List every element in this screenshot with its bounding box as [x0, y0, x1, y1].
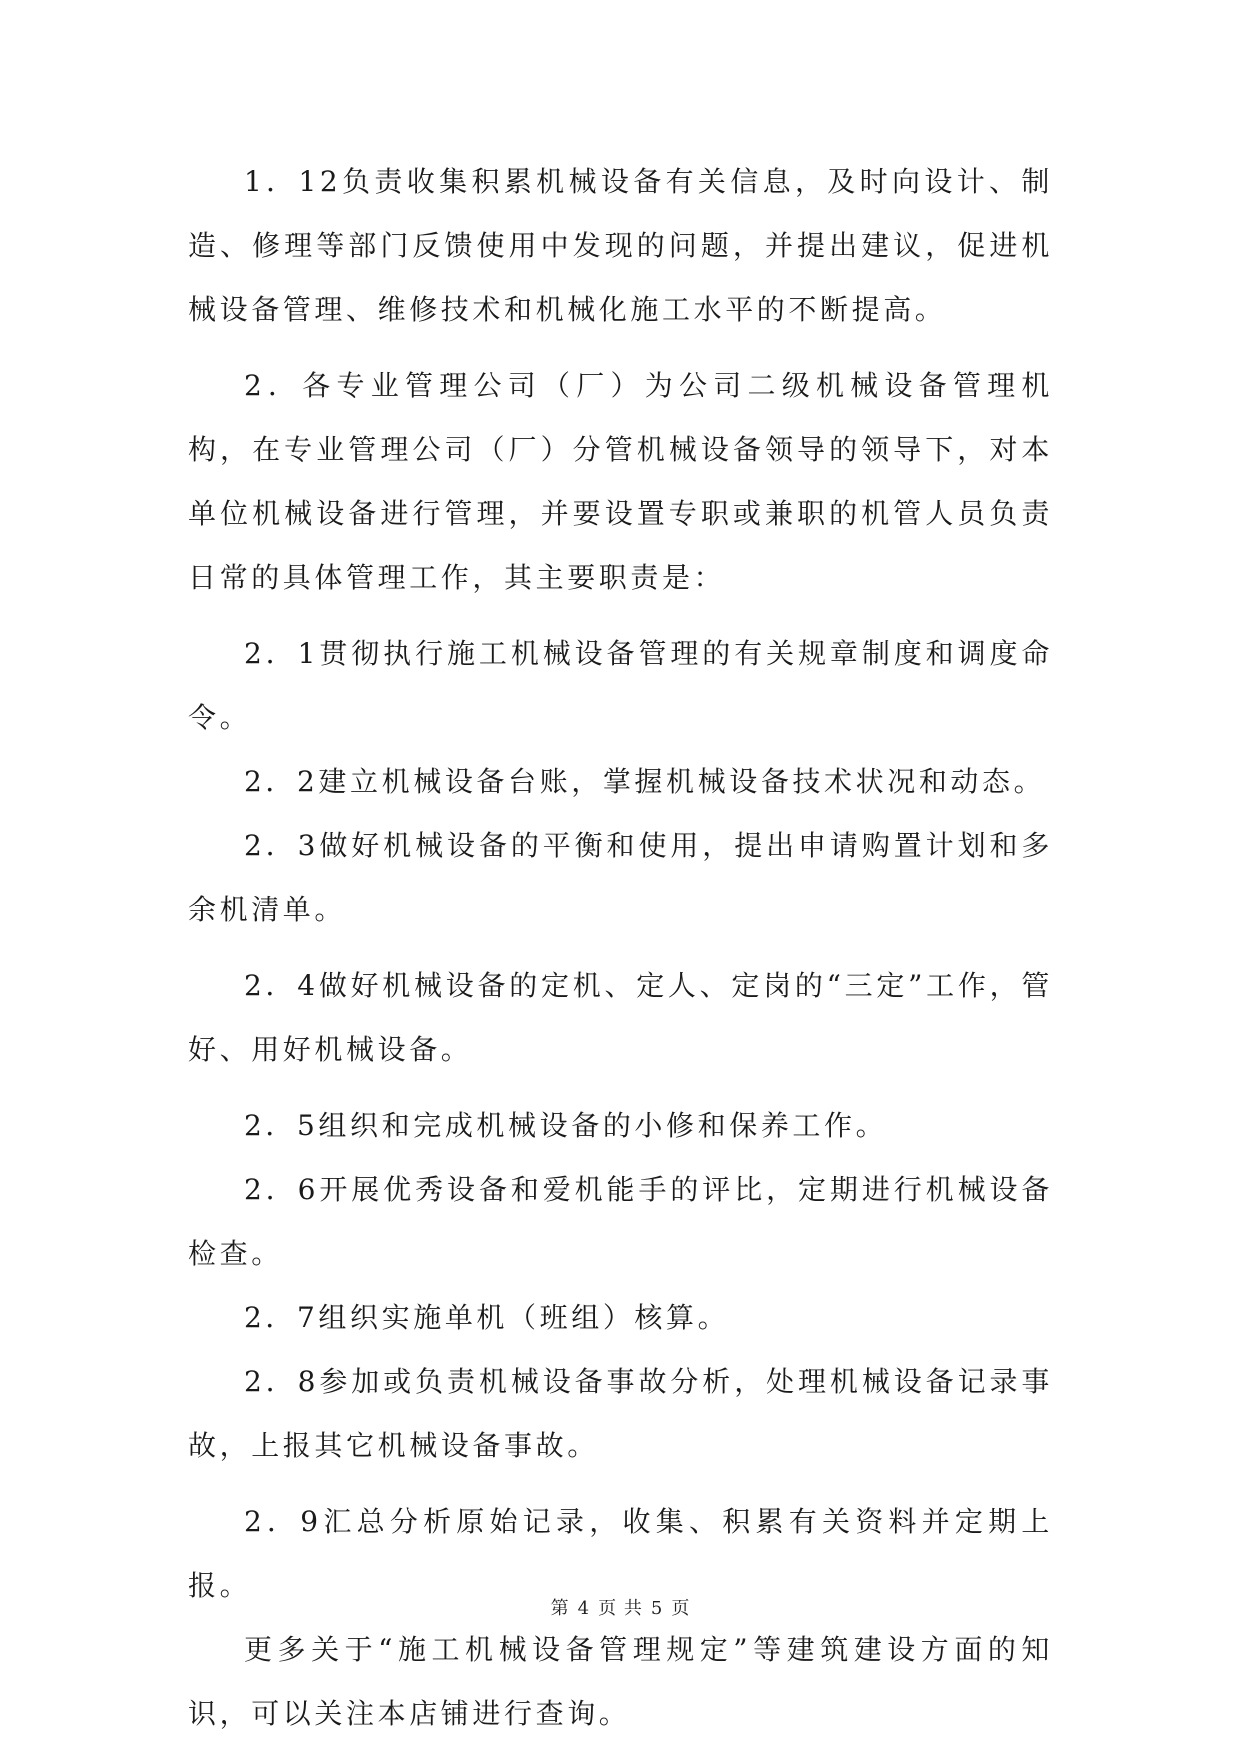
paragraph-2-2: 2．2建立机械设备台账，掌握机械设备技术状况和动态。 — [244, 765, 1046, 798]
footer-total-pages: 5 — [650, 1598, 664, 1619]
paragraph-closing: 更多关于“施工机械设备管理规定”等建筑建设方面的知识，可以关注本店铺进行查询。 — [188, 1633, 1053, 1730]
paragraph-2-5: 2．5组织和完成机械设备的小修和保养工作。 — [244, 1109, 888, 1142]
paragraph-2-3: 2．3做好机械设备的平衡和使用，提出申请购置计划和多余机清单。 — [188, 829, 1053, 926]
footer-prefix: 第 — [550, 1598, 570, 1619]
document-body — [188, 150, 1053, 1758]
paragraph-2-7: 2．7组织实施单机（班组）核算。 — [244, 1301, 730, 1334]
paragraph-1-12: 1．12负责收集积累机械设备有关信息，及时向设计、制造、修理等部门反馈使用中发现的问题，并提出建议，促进机械设备管理、维修技术和机械化施工水平的不断提高。 — [188, 165, 1053, 326]
paragraph-2-8: 2．8参加或负责机械设备事故分析，处理机械设备记录事故，上报其它机械设备事故。 — [188, 1365, 1053, 1462]
paragraph-2-9: 2．9汇总分析原始记录，收集、积累有关资料并定期上报。 — [188, 1505, 1053, 1602]
paragraph-2-6: 2．6开展优秀设备和爱机能手的评比，定期进行机械设备检查。 — [188, 1173, 1053, 1270]
footer-middle: 页 共 — [598, 1598, 643, 1619]
paragraph-2-4: 2．4做好机械设备的定机、定人、定岗的“三定”工作，管好、用好机械设备。 — [188, 969, 1053, 1066]
page-footer — [0, 1594, 1241, 1620]
paragraph-2-1: 2．1贯彻执行施工机械设备管理的有关规章制度和调度命令。 — [188, 637, 1053, 734]
footer-suffix: 页 — [671, 1598, 691, 1619]
footer-current-page: 4 — [577, 1598, 591, 1619]
paragraph-2: 2．各专业管理公司（厂）为公司二级机械设备管理机构，在专业管理公司（厂）分管机械设备领导的领导下，对本单位机械设备进行管理，并要设置专职或兼职的机管人员负责日常的具体管理工作，其主要职责是： — [188, 369, 1053, 594]
